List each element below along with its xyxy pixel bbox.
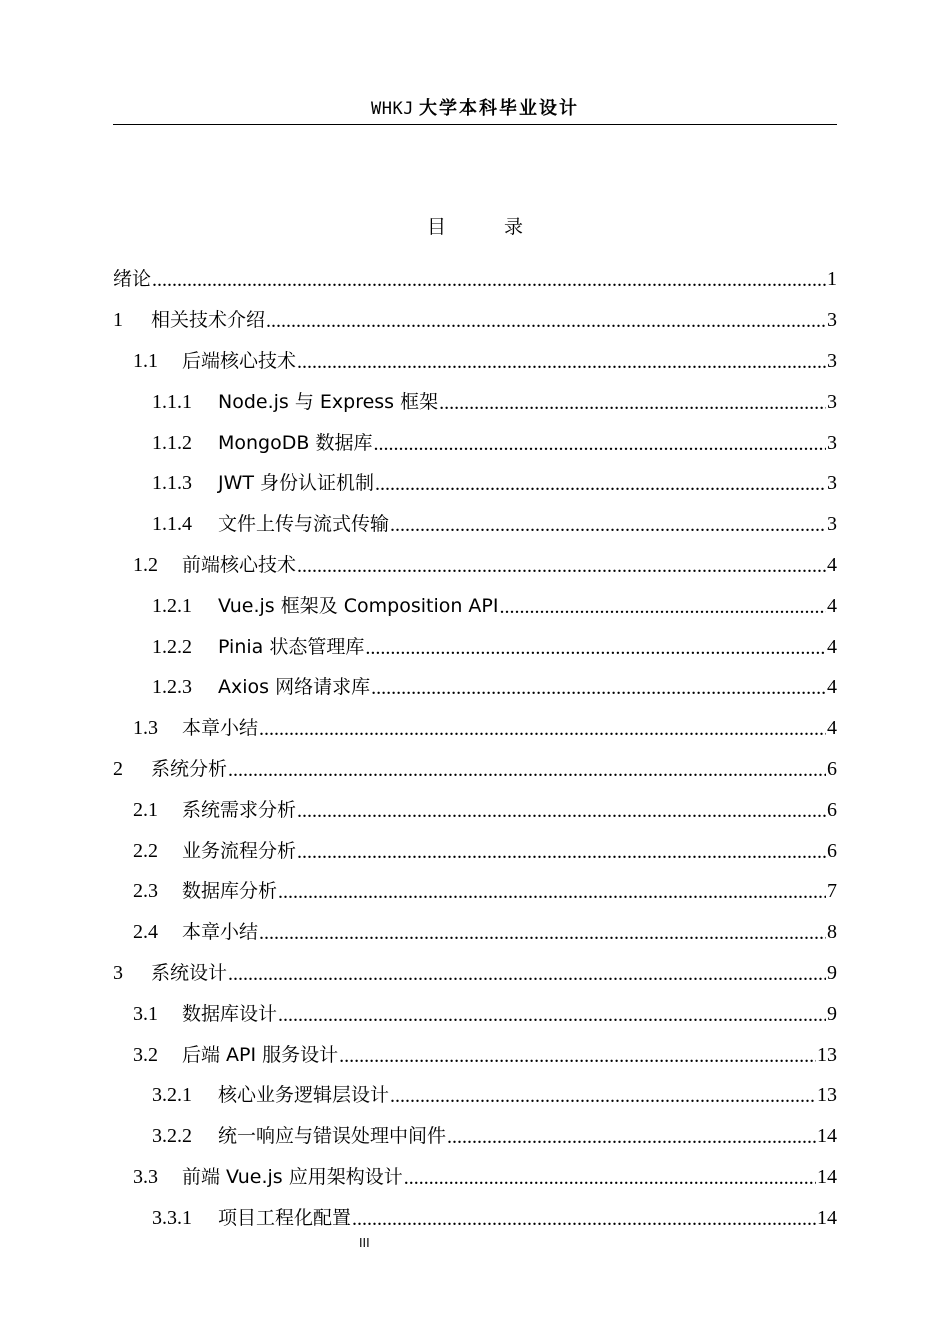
toc-leader-dots (278, 995, 826, 1035)
toc-leader-dots (339, 1036, 816, 1076)
toc-entry-page: 4 (827, 717, 837, 740)
toc-entry-number: 1 (113, 309, 123, 332)
toc-entry-title: 后端核心技术 (182, 349, 297, 372)
toc-entry-number: 2.1 (133, 798, 158, 821)
toc-entry-title: 前端 Vue.js 应用架构设计 (182, 1165, 403, 1188)
toc-entry-page: 4 (827, 635, 837, 658)
toc-leader-dots (500, 587, 827, 627)
toc-entry-page: 9 (827, 961, 837, 984)
toc-title: 目 录 (426, 216, 550, 238)
toc-entry[interactable] (113, 1075, 837, 1116)
toc-leader-dots (373, 424, 826, 464)
toc-entry[interactable] (113, 341, 837, 382)
toc-entry-page: 6 (827, 839, 837, 862)
toc-entry-page: 1 (827, 268, 837, 291)
toc-entry-number: 3.3 (133, 1165, 158, 1188)
toc-entry-title: 数据库分析 (182, 880, 278, 903)
toc-entry-page: 4 (827, 594, 837, 617)
toc-entry-number: 2.3 (133, 880, 158, 903)
toc-entry-title: 相关技术介绍 (151, 309, 266, 332)
toc-entry-page: 4 (827, 553, 837, 576)
toc-entry[interactable] (113, 422, 837, 463)
toc-entry-number: 2 (113, 757, 123, 780)
page-number: III (359, 1236, 370, 1250)
toc-entry[interactable] (113, 830, 837, 871)
toc-leader-dots (259, 709, 826, 749)
toc-leader-dots (390, 505, 826, 545)
toc-entry[interactable] (113, 871, 837, 912)
header-title: 大学本科毕业设计 (418, 98, 579, 119)
toc-entry-number: 3.2.1 (152, 1084, 192, 1107)
toc-entry-page: 4 (827, 676, 837, 699)
toc-entry-number: 1.2.2 (152, 635, 192, 658)
toc-entry-title: 前端核心技术 (182, 553, 297, 576)
toc-entry[interactable] (113, 463, 837, 504)
toc-leader-dots (259, 913, 826, 953)
toc-entry-title: 项目工程化配置 (218, 1206, 352, 1229)
toc-leader-dots (371, 668, 826, 708)
toc-entry-title: 本章小结 (182, 921, 259, 944)
toc-entry-title: 绪论 (113, 268, 152, 291)
toc-entry-title: 系统需求分析 (182, 798, 297, 821)
toc-entry-title: 业务流程分析 (182, 839, 297, 862)
toc-entry-title: 系统分析 (151, 757, 228, 780)
toc-entry-number: 3.3.1 (152, 1206, 192, 1229)
toc-entry-title: Pinia 状态管理库 (218, 635, 365, 658)
toc-entry[interactable] (113, 912, 837, 953)
toc-entry-page: 9 (827, 1002, 837, 1025)
toc-entry-title: 文件上传与流式传输 (218, 513, 390, 536)
toc-entry-number: 1.2.1 (152, 594, 192, 617)
toc-entry-number: 1.1 (133, 349, 158, 372)
toc-entry-page: 6 (827, 798, 837, 821)
toc-entry-title: MongoDB 数据库 (218, 431, 373, 454)
page-header (113, 94, 837, 125)
toc-entry[interactable] (113, 708, 837, 749)
toc-entry-number: 1.3 (133, 717, 158, 740)
toc-entry-number: 3.2.2 (152, 1125, 192, 1148)
toc-entry-number: 1.1.4 (152, 513, 192, 536)
toc-leader-dots (365, 628, 826, 668)
toc-entry[interactable] (113, 1197, 837, 1238)
toc-entry-title: JWT 身份认证机制 (218, 472, 375, 495)
toc-leader-dots (297, 791, 826, 831)
toc-entry-number: 1.2 (133, 553, 158, 576)
toc-entry[interactable] (113, 993, 837, 1034)
toc-leader-dots (152, 260, 826, 300)
toc-entry-number: 1.1.1 (152, 390, 192, 413)
toc-entry-page: 14 (817, 1165, 837, 1188)
toc-entry[interactable] (113, 504, 837, 545)
toc-entry-number: 3.2 (133, 1043, 158, 1066)
toc-entry-number: 3 (113, 961, 123, 984)
toc-entry-title: 统一响应与错误处理中间件 (218, 1125, 447, 1148)
toc-entry[interactable] (113, 1034, 837, 1075)
toc-entry-title: Vue.js 框架及 Composition API (218, 594, 499, 617)
toc-entry-title: Axios 网络请求库 (218, 676, 371, 699)
toc-leader-dots (439, 383, 826, 423)
toc-entry[interactable] (113, 667, 837, 708)
toc-entry[interactable] (113, 300, 837, 341)
toc-entry[interactable] (113, 953, 837, 994)
toc-entry[interactable] (113, 585, 837, 626)
toc-leader-dots (297, 546, 826, 586)
toc-entry-title: Node.js 与 Express 框架 (218, 390, 439, 413)
toc-entry-page: 13 (817, 1084, 837, 1107)
toc-entry-page: 8 (827, 921, 837, 944)
toc-entry-page: 14 (817, 1125, 837, 1148)
header-brand: WHKJ (371, 99, 414, 119)
table-of-contents (113, 259, 837, 1238)
toc-leader-dots (404, 1158, 816, 1198)
toc-entry-number: 3.1 (133, 1002, 158, 1025)
toc-entry-page: 3 (827, 349, 837, 372)
toc-entry-number: 1.1.2 (152, 431, 192, 454)
toc-leader-dots (297, 832, 826, 872)
toc-entry-title: 本章小结 (182, 717, 259, 740)
toc-entry-number: 1.1.3 (152, 472, 192, 495)
toc-leader-dots (228, 750, 826, 790)
toc-entry-title: 系统设计 (151, 961, 228, 984)
toc-entry-title: 后端 API 服务设计 (182, 1043, 339, 1066)
toc-leader-dots (278, 872, 826, 912)
toc-entry-page: 3 (827, 390, 837, 413)
toc-leader-dots (352, 1199, 816, 1239)
toc-leader-dots (266, 301, 826, 341)
toc-entry[interactable] (113, 789, 837, 830)
toc-entry-page: 14 (817, 1206, 837, 1229)
toc-entry-page: 6 (827, 757, 837, 780)
toc-entry[interactable] (113, 381, 837, 422)
toc-entry-title: 数据库设计 (182, 1002, 278, 1025)
toc-entry-page: 13 (817, 1043, 837, 1066)
toc-entry-page: 3 (827, 513, 837, 536)
toc-entry[interactable] (113, 626, 837, 667)
toc-entry-page: 3 (827, 309, 837, 332)
toc-leader-dots (447, 1117, 816, 1157)
toc-entry-number: 2.4 (133, 921, 158, 944)
toc-leader-dots (390, 1076, 816, 1116)
toc-entry-title: 核心业务逻辑层设计 (218, 1084, 390, 1107)
toc-entry-number: 1.2.3 (152, 676, 192, 699)
toc-leader-dots (297, 342, 826, 382)
toc-entry-number: 2.2 (133, 839, 158, 862)
toc-entry-page: 3 (827, 472, 837, 495)
toc-entry-page: 3 (827, 431, 837, 454)
toc-entry[interactable] (113, 1157, 837, 1198)
toc-entry-page: 7 (827, 880, 837, 903)
toc-leader-dots (228, 954, 826, 994)
toc-leader-dots (375, 464, 826, 504)
toc-entry[interactable] (113, 1116, 837, 1157)
toc-entry[interactable] (113, 259, 837, 300)
toc-entry[interactable] (113, 545, 837, 586)
toc-entry[interactable] (113, 749, 837, 790)
